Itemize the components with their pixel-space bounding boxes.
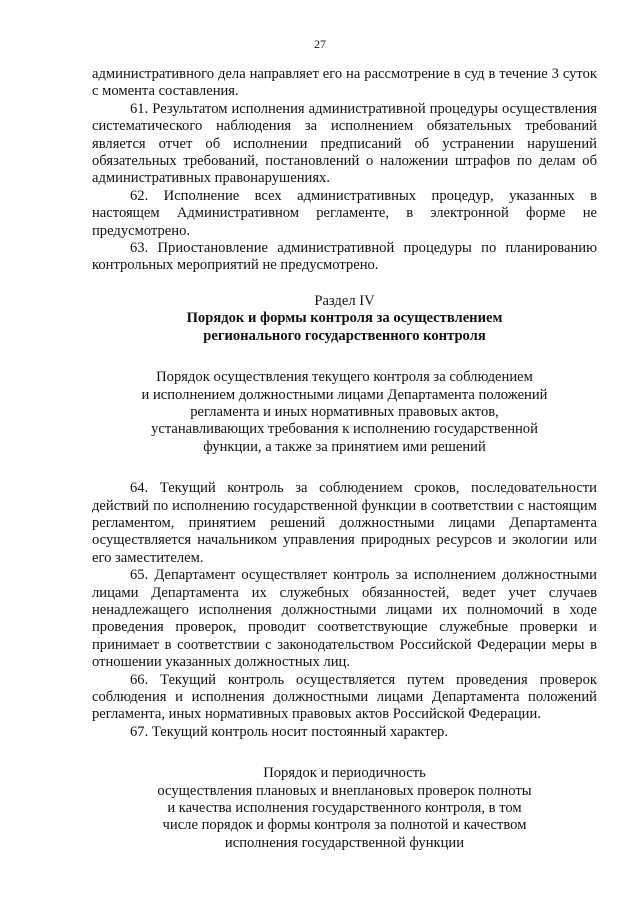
subheading-inspections	[92, 765, 597, 852]
subheading-line: устанавливающих требования к исполнению государственной	[151, 421, 538, 438]
paragraph-64: 64. Текущий контроль за соблюдением сроков, последовательности действий по исполнению государственной функции в соответствии с настоящим регламентом, принятием решений должностными лицами Департамента осуществляется начальником управления природных ресурсов и экологии или его заместителем.	[92, 480, 597, 566]
section-label: Раздел IV	[314, 292, 375, 309]
paragraph-63: 63. Приостановление административной процедуры по планированию контрольных мероприятий не предусмотрено.	[92, 240, 597, 274]
paragraph-60-continuation: административного дела направляет его на рассмотрение в суд в течение 3 суток с момента составления.	[92, 66, 597, 100]
subheading-line: Порядок осуществления текущего контроля за соблюдением	[156, 369, 533, 386]
paragraph-62: 62. Исполнение всех административных процедур, указанных в настоящем Административном регламенте, в электронной форме не предусмотрено.	[92, 187, 597, 239]
paragraph-65: 65. Департамент осуществляет контроль за исполнением должностными лицами Департамента их служебных обязанностей, ведет учет случаев ненадлежащего исполнения должностными лицами их полномочий в ходе проведения проверок, проводит соответствующие служебные проверки и принимает в соответствии с законодательством Российской Федерации меры в отношении указанных должностных лиц.	[92, 567, 597, 671]
paragraph-66: 66. Текущий контроль осуществляется путем проведения проверок соблюдения и исполнения должностными лицами Департамента положений регламента, иных нормативных правовых актов Российской Федерации.	[92, 671, 597, 723]
subheading-line: регламента и иных нормативных правовых актов,	[190, 403, 499, 420]
subheading-line: исполнения государственной функции	[224, 834, 465, 851]
subheading-line: осуществления плановых и внеплановых проверок полноты	[157, 782, 532, 799]
subheading-line: функции, а также за принятием ими решений	[203, 438, 486, 455]
paragraph-67: 67. Текущий контроль носит постоянный характер.	[130, 723, 448, 740]
subheading-line: Порядок и периодичность	[263, 765, 426, 782]
subheading-line: и исполнением должностными лицами Департамента положений	[141, 386, 548, 403]
section-title-line-1: Порядок и формы контроля за осуществлением	[186, 310, 503, 327]
paragraph-61: 61. Результатом исполнения административной процедуры осуществления систематического наблюдения за исполнением обязательных требований является отчет об исполнении предписаний об устранении нарушений обязательных требований, постановлений о наложении штрафов по делам об административных правонарушениях.	[92, 100, 597, 187]
document-body	[92, 66, 597, 852]
section-title-line-2: регионального государственного контроля	[203, 327, 486, 344]
subheading-line: числе порядок и формы контроля за полнотой и качеством	[162, 817, 527, 834]
page-number: 27	[314, 37, 326, 51]
subheading-current-control	[92, 369, 597, 456]
subheading-line: и качества исполнения государственного контроля, в том	[167, 800, 522, 817]
